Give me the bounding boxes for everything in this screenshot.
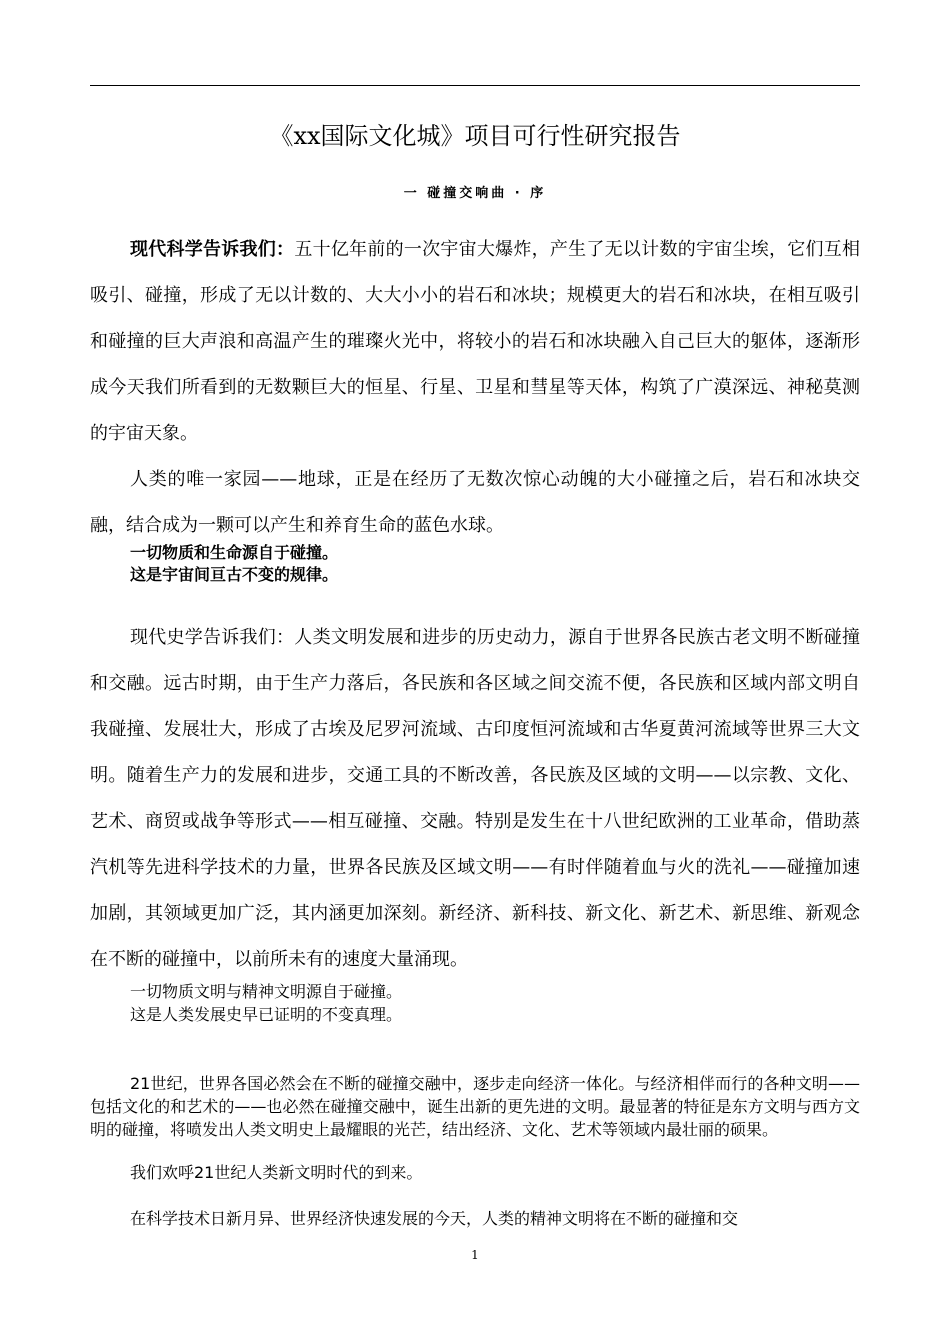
section1-paragraph2: 人类的唯一家园——地球，正是在经历了无数次惊心动魄的大小碰撞之后，岩石和冰块交融，结合成为一颗可以产生和养育生命的蓝色水球。	[90, 469, 860, 536]
section2-line1: 一切物质文明与精神文明源自于碰撞。	[130, 982, 403, 1001]
section1-paragraph1	[90, 227, 860, 457]
header-rule	[90, 85, 860, 86]
section3-line1: 我们欢呼21世纪人类新文明时代的到来。	[130, 1163, 423, 1182]
section2-line2: 这是人类发展史早已证明的不变真理。	[130, 1005, 403, 1024]
section2-paragraph1: 现代史学告诉我们：人类文明发展和进步的历史动力，源自于世界各民族古老文明不断碰撞和交融。远古时期，由于生产力落后，各民族和各区域之间交流不便，各民族和区域内部文明自我碰撞、发展壮大，形成了古埃及尼罗河流域、古印度恒河流域和古华夏黄河流域等世界三大文明。随着生产力的发展和进步，交通工具的不断改善，各民族及区域的文明——以宗教、文化、艺术、商贸或战争等形式——相互碰撞、交融。特别是发生在十八世纪欧洲的工业革命，借助蒸汽机等先进科学技术的力量，世界各民族及区域文明——有时伴随着血与火的洗礼——碰撞加速加剧，其领域更加广泛，其内涵更加深刻。新经济、新科技、新文化、新艺术、新思维、新观念在不断的碰撞中，以前所未有的速度大量涌现。	[90, 627, 860, 970]
section1-bold-line2: 这是宇宙间亘古不变的规律。	[130, 565, 339, 584]
document-title: 《xx国际文化城》项目可行性研究报告	[269, 122, 681, 150]
page-number: 1	[471, 1248, 479, 1262]
section3-paragraph2: 在科学技术日新月异、世界经济快速发展的今天，人类的精神文明将在不断的碰撞和交	[130, 1209, 739, 1228]
section1-paragraph1-text: 五十亿年前的一次宇宙大爆炸，产生了无以计数的宇宙尘埃，它们互相吸引、碰撞，形成了无以计数的、大大小小的岩石和冰块；规模更大的岩石和冰块，在相互吸引和碰撞的巨大声浪和高温产生的璀璨火光中，将较小的岩石和冰块融入自己巨大的躯体，逐渐形成今天我们所看到的无数颗巨大的恒星、行星、卫星和彗星等天体，构筑了广漠深远、神秘莫测的宇宙天象。	[90, 239, 861, 444]
section1-lead: 现代科学告诉我们：	[130, 239, 295, 260]
section3-paragraph1: 21世纪，世界各国必然会在不断的碰撞交融中，逐步走向经济一体化。与经济相伴而行的各种文明——包括文化的和艺术的——也必然在碰撞交融中，诞生出新的更先进的文明。最显著的特征是东方文明与西方文明的碰撞，将喷发出人类文明史上最耀眼的光芒，结出经济、文化、艺术等领域内最壮丽的硕果。	[90, 1074, 860, 1139]
section1-bold-line1: 一切物质和生命源自于碰撞。	[130, 543, 339, 562]
document-subtitle: 一 碰撞交响曲 · 序	[403, 186, 547, 201]
